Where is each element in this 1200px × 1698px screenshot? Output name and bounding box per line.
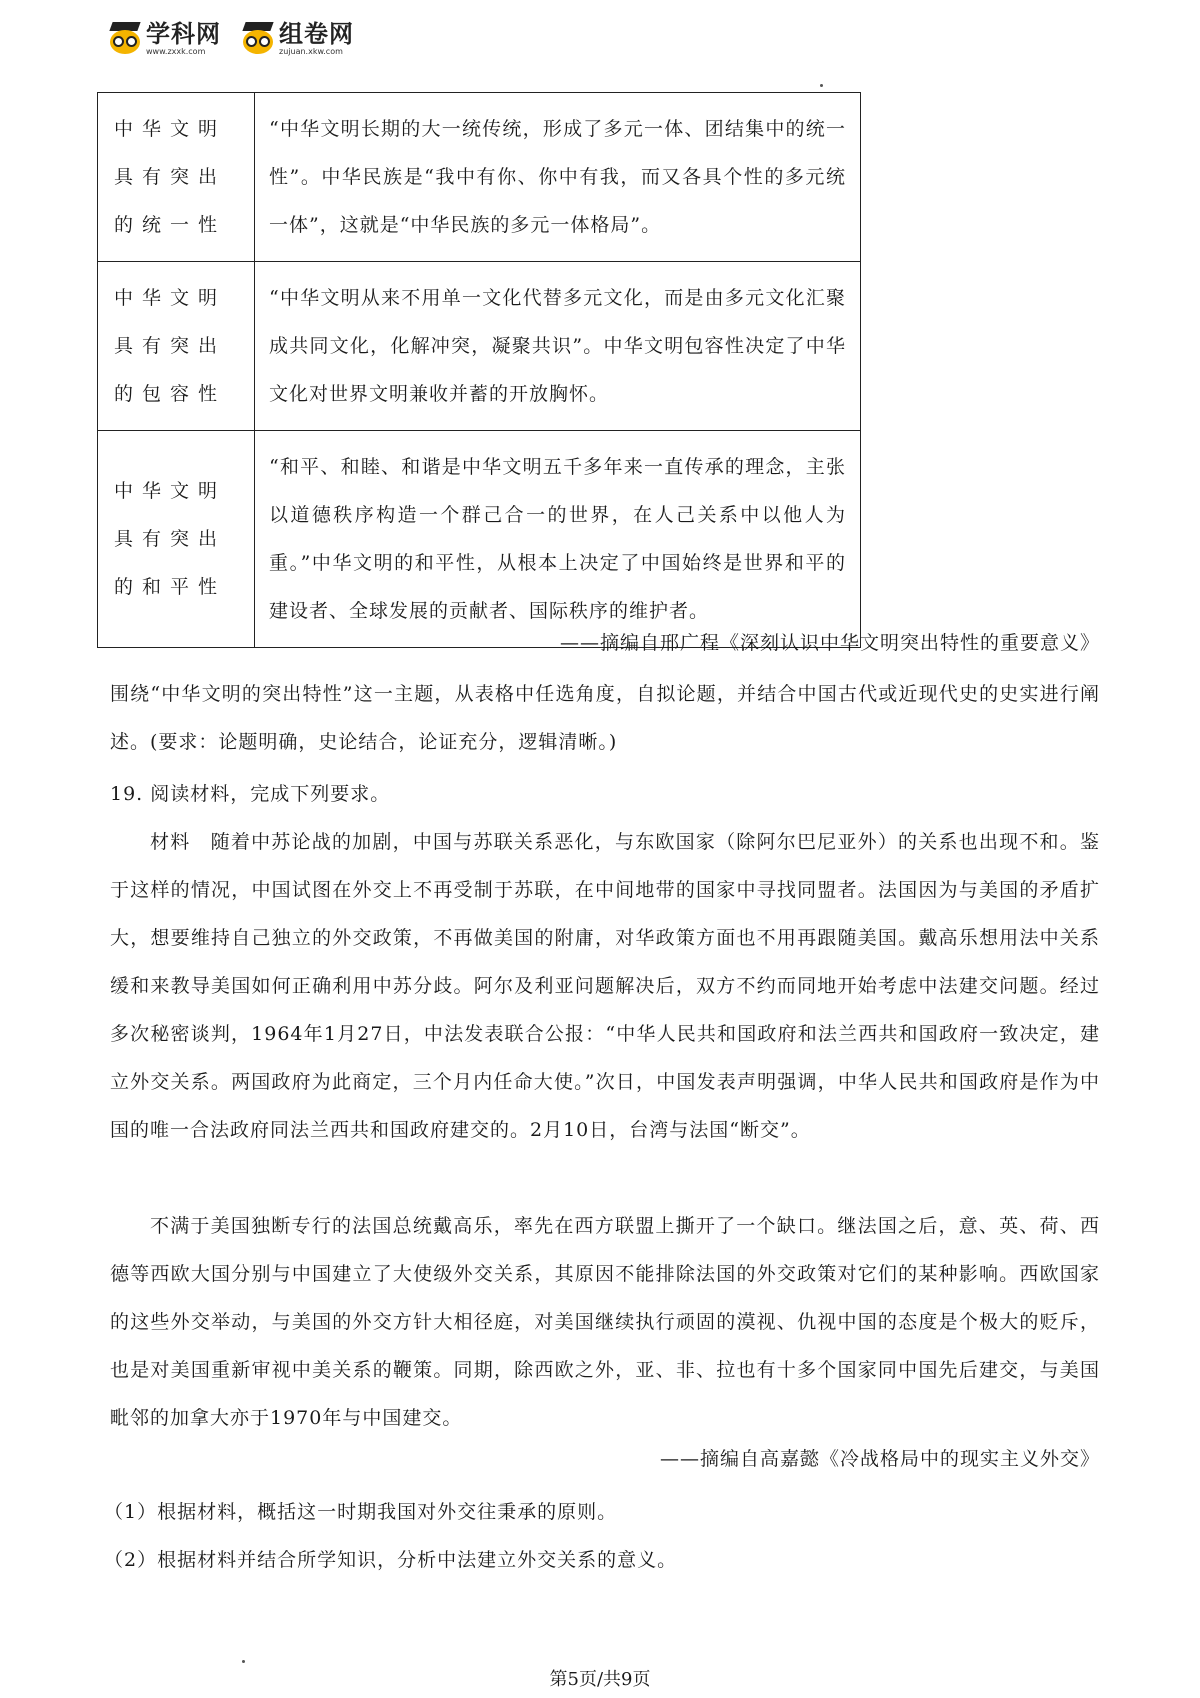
table-source: ——摘编自邢广程《深刻认识中华文明突出特性的重要意义》 [559, 632, 1100, 654]
q18-task: 围绕“中华文明的突出特性”这一主题，从表格中任选角度，自拟论题，并结合中国古代或近现代史的史实进行阐述。(要求：论题明确，史论结合，论证充分，逻辑清晰。) [110, 683, 1100, 753]
page-number: 第5页/共9页 [549, 1669, 651, 1690]
logo-name: 学科网 [146, 20, 221, 48]
table-row [98, 431, 861, 648]
scan-speck [242, 1660, 245, 1663]
material-source: ——摘编自高嘉懿《冷战格局中的现实主义外交》 [659, 1448, 1100, 1470]
feature-desc: “和平、和睦、和谐是中华文明五千多年来一直传承的理念，主张以道德秩序构造一个群己合一的世界，在人己关系中以他人为重。”中华文明的和平性，从根本上决定了中国始终是世界和平的建设者、全球发展的贡献者、国际秩序的维护者。 [255, 431, 861, 648]
zujuan-logo[interactable] [241, 22, 354, 56]
question-1: （1）根据材料，概括这一时期我国对外交往秉承的原则。 [104, 1501, 618, 1523]
zxxk-logo[interactable] [108, 22, 221, 56]
header-logos [108, 18, 374, 60]
scan-speck [820, 84, 823, 87]
q19-title: 19. 阅读材料，完成下列要求。 [110, 783, 391, 805]
feature-desc: “中华文明从来不用单一文化代替多元文化，而是由多元文化汇聚成共同文化，化解冲突，凝聚共识”。中华文明包容性决定了中华文化对世界文明兼收并蓄的开放胸怀。 [255, 262, 861, 431]
material-para-1: 材料 随着中苏论战的加剧，中国与苏联关系恶化，与东欧国家（除阿尔巴尼亚外）的关系也出现不和。鉴于这样的情况，中国试图在外交上不再受制于苏联，在中间地带的国家中寻找同盟者。法国因为与美国的矛盾扩大，想要维持自己独立的外交政策，不再做美国的附庸，对华政策方面也不用再跟随美国。戴高乐想用法中关系缓和来教导美国如何正确利用中苏分歧。阿尔及利亚问题解决后，双方不约而同地开始考虑中法建交问题。经过多次秘密谈判，1964年1月27日，中法发表联合公报：“中华人民共和国政府和法兰西共和国政府一致决定，建立外交关系。两国政府为此商定，三个月内任命大使。”次日，中国发表声明强调，中华人民共和国政府是作为中国的唯一合法政府同法兰西共和国政府建交的。2月10日，台湾与法国“断交”。 [110, 831, 1100, 1141]
features-table [97, 92, 861, 648]
feature-desc: “中华文明长期的大一统传统，形成了多元一体、团结集中的统一性”。中华民族是“我中有你、你中有我，而又各具个性的多元统一体”，这就是“中华民族的多元一体格局”。 [255, 93, 861, 262]
feature-name: 中华文明具有突出的和平性 [98, 431, 255, 648]
owl-mascot-icon [108, 22, 142, 56]
logo-url: www.zxxk.com [146, 47, 206, 56]
logo-name: 组卷网 [279, 20, 354, 48]
feature-name: 中华文明具有突出的统一性 [98, 93, 255, 262]
material-para-2: 不满于美国独断专行的法国总统戴高乐，率先在西方联盟上撕开了一个缺口。继法国之后，意、英、荷、西德等西欧大国分别与中国建立了大使级外交关系，其原因不能排除法国的外交政策对它们的某种影响。西欧国家的这些外交举动，与美国的外交方针大相径庭，对美国继续执行顽固的漠视、仇视中国的态度是个极大的贬斥，也是对美国重新审视中美关系的鞭策。同期，除西欧之外，亚、非、拉也有十多个国家同中国先后建交，与美国毗邻的加拿大亦于1970年与中国建交。 [110, 1215, 1100, 1429]
table-row [98, 93, 861, 262]
logo-url: zujuan.xkw.com [279, 47, 343, 56]
question-2: （2）根据材料并结合所学知识，分析中法建立外交关系的意义。 [104, 1549, 678, 1571]
feature-name: 中华文明具有突出的包容性 [98, 262, 255, 431]
table-row [98, 262, 861, 431]
owl-mascot-icon [241, 22, 275, 56]
